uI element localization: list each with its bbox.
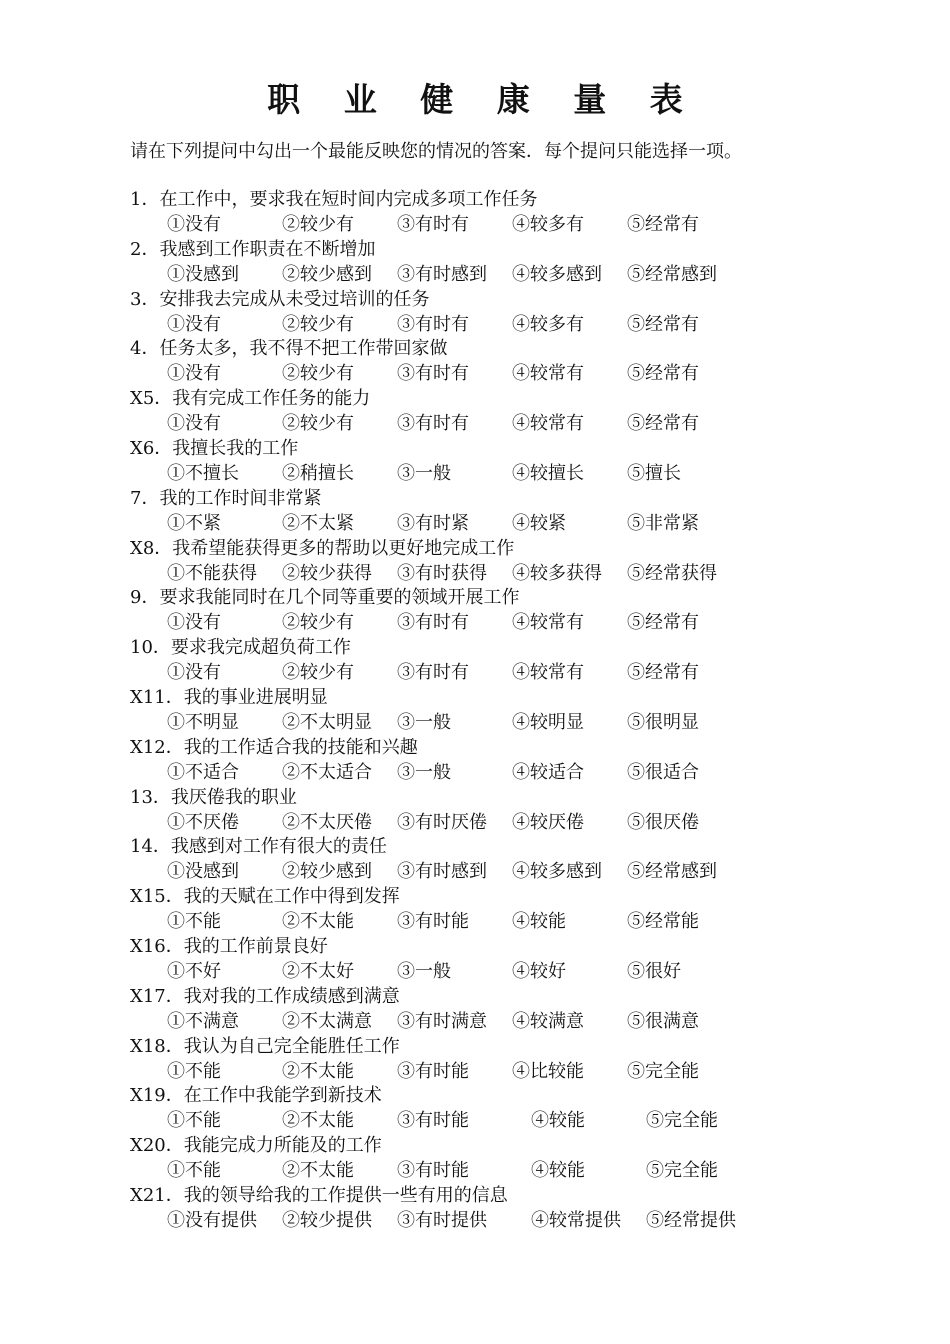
answer-option-1[interactable]: ①不明显 <box>167 711 239 733</box>
page-title: 职 业 健 康 量 表 <box>267 80 699 119</box>
question-list <box>0 187 950 1233</box>
answer-option-4[interactable]: ④较紧 <box>512 512 566 534</box>
answer-option-3[interactable]: ③有时能 <box>397 1110 469 1132</box>
answer-option-3[interactable]: ③一般 <box>397 960 451 982</box>
answer-option-5[interactable]: ⑤经常提供 <box>646 1209 736 1231</box>
answer-option-5[interactable]: ⑤经常能 <box>627 911 699 933</box>
question-item <box>0 287 950 337</box>
answer-option-5[interactable]: ⑤经常有 <box>627 313 699 335</box>
question-label: X12．我的工作适合我的技能和兴趣 <box>130 736 418 758</box>
answer-option-1[interactable]: ①不能 <box>167 1110 221 1132</box>
answer-option-4[interactable]: ④比较能 <box>512 1060 584 1082</box>
answer-option-3[interactable]: ③有时有 <box>397 214 469 235</box>
answer-options <box>167 610 867 636</box>
answer-option-5[interactable]: ⑤擅长 <box>627 462 681 484</box>
answer-option-5[interactable]: ⑤完全能 <box>646 1110 718 1132</box>
answer-option-3[interactable]: ③有时有 <box>397 313 469 335</box>
question-item <box>0 336 950 386</box>
question-label: 7．我的工作时间非常紧 <box>130 487 322 509</box>
answer-option-5[interactable]: ⑤非常紧 <box>627 512 699 534</box>
answer-options <box>167 760 867 786</box>
question-item <box>0 884 950 934</box>
question-label: X15．我的天赋在工作中得到发挥 <box>130 886 400 908</box>
answer-option-2[interactable]: ②较少有 <box>282 363 354 385</box>
answer-options <box>167 411 867 437</box>
answer-option-1[interactable]: ①不能 <box>167 1060 221 1082</box>
answer-option-2[interactable]: ②较少获得 <box>282 562 372 584</box>
question-item <box>0 386 950 436</box>
answer-option-5[interactable]: ⑤很满意 <box>627 1010 699 1032</box>
answer-option-2[interactable]: ②较少有 <box>282 313 354 335</box>
answer-option-2[interactable]: ②较少感到 <box>282 263 372 285</box>
answer-options <box>167 959 867 985</box>
question-item <box>0 486 950 536</box>
answer-options <box>167 1059 867 1085</box>
answer-option-2[interactable]: ②较少有 <box>282 413 354 435</box>
answer-option-4[interactable]: ④较适合 <box>512 761 584 783</box>
answer-option-2[interactable]: ②不太好 <box>282 960 354 982</box>
answer-option-1[interactable]: ①没有 <box>167 214 221 235</box>
answer-option-5[interactable]: ⑤很适合 <box>627 761 699 783</box>
answer-option-1[interactable]: ①不厌倦 <box>167 811 239 833</box>
answer-options <box>167 1158 867 1184</box>
answer-option-3[interactable]: ③有时能 <box>397 1060 469 1082</box>
question-label: 2．我感到工作职责在不断增加 <box>130 238 376 260</box>
answer-option-4[interactable]: ④较明显 <box>512 711 584 733</box>
answer-option-5[interactable]: ⑤很厌倦 <box>627 811 699 833</box>
answer-option-5[interactable]: ⑤很明显 <box>627 711 699 733</box>
question-label: X21．我的领导给我的工作提供一些有用的信息 <box>130 1184 508 1206</box>
answer-option-2[interactable]: ②不太能 <box>282 1160 354 1182</box>
question-label: X11．我的事业进展明显 <box>130 686 328 708</box>
question-item <box>0 237 950 287</box>
answer-option-5[interactable]: ⑤很好 <box>627 960 681 982</box>
answer-option-1[interactable]: ①没有提供 <box>167 1209 257 1231</box>
question-label: 9．要求我能同时在几个同等重要的领域开展工作 <box>130 587 520 609</box>
answer-option-4[interactable]: ④较常有 <box>512 662 584 684</box>
answer-option-2[interactable]: ②不太能 <box>282 1110 354 1132</box>
answer-option-2[interactable]: ②不太厌倦 <box>282 811 372 833</box>
answer-option-5[interactable]: ⑤经常有 <box>627 612 699 634</box>
answer-options <box>167 909 867 935</box>
answer-option-1[interactable]: ①没感到 <box>167 861 239 883</box>
question-label: 13．我厌倦我的职业 <box>130 786 297 808</box>
question-item <box>0 436 950 486</box>
answer-options <box>167 1208 867 1234</box>
answer-option-2[interactable]: ②较少提供 <box>282 1209 372 1231</box>
answer-option-5[interactable]: ⑤经常感到 <box>627 861 717 883</box>
answer-option-5[interactable]: ⑤经常有 <box>627 363 699 385</box>
question-item <box>0 1034 950 1084</box>
answer-option-3[interactable]: ③一般 <box>397 761 451 783</box>
answer-option-3[interactable]: ③有时有 <box>397 363 469 385</box>
question-label: 1．在工作中，要求我在短时间内完成多项工作任务 <box>130 189 538 210</box>
answer-options <box>167 710 867 736</box>
answer-option-3[interactable]: ③有时有 <box>397 413 469 435</box>
answer-option-3[interactable]: ③有时能 <box>397 1160 469 1182</box>
question-label: X18．我认为自己完全能胜任工作 <box>130 1035 400 1057</box>
answer-option-4[interactable]: ④较满意 <box>512 1010 584 1032</box>
question-label: 4．任务太多，我不得不把工作带回家做 <box>130 338 448 360</box>
answer-option-1[interactable]: ①没有 <box>167 363 221 385</box>
answer-option-1[interactable]: ①不能获得 <box>167 562 257 584</box>
answer-option-3[interactable]: ③有时有 <box>397 612 469 634</box>
answer-option-4[interactable]: ④较厌倦 <box>512 811 584 833</box>
question-label: X19．在工作中我能学到新技术 <box>130 1085 382 1107</box>
question-item <box>0 834 950 884</box>
answer-option-1[interactable]: ①不能 <box>167 1160 221 1182</box>
answer-option-4[interactable]: ④较好 <box>512 960 566 982</box>
answer-option-3[interactable]: ③有时获得 <box>397 562 487 584</box>
answer-option-5[interactable]: ⑤经常有 <box>627 214 699 235</box>
answer-option-3[interactable]: ③一般 <box>397 711 451 733</box>
answer-options <box>167 859 867 885</box>
question-label: X6．我擅长我的工作 <box>130 437 299 459</box>
answer-option-2[interactable]: ②不太紧 <box>282 512 354 534</box>
answer-options <box>167 312 867 338</box>
answer-option-1[interactable]: ①没有 <box>167 413 221 435</box>
answer-option-1[interactable]: ①不能 <box>167 911 221 933</box>
answer-option-1[interactable]: ①不好 <box>167 960 221 982</box>
question-label: X8．我希望能获得更多的帮助以更好地完成工作 <box>130 537 515 559</box>
question-item <box>0 585 950 635</box>
answer-option-5[interactable]: ⑤经常获得 <box>627 562 717 584</box>
answer-option-3[interactable]: ③有时提供 <box>397 1209 487 1231</box>
question-label: 3．安排我去完成从未受过培训的任务 <box>130 288 430 310</box>
answer-options <box>167 262 867 288</box>
answer-options <box>167 1108 867 1134</box>
answer-option-3[interactable]: ③有时感到 <box>397 861 487 883</box>
answer-option-5[interactable]: ⑤经常有 <box>627 413 699 435</box>
answer-option-3[interactable]: ③有时感到 <box>397 263 487 285</box>
answer-option-1[interactable]: ①不擅长 <box>167 462 239 484</box>
answer-option-4[interactable]: ④较能 <box>531 1110 585 1132</box>
answer-option-5[interactable]: ⑤经常有 <box>627 662 699 684</box>
question-item <box>0 1133 950 1183</box>
question-label: 10．要求我完成超负荷工作 <box>130 637 351 659</box>
question-item <box>0 1083 950 1133</box>
answer-option-2[interactable]: ②较少感到 <box>282 861 372 883</box>
answer-option-2[interactable]: ②较少有 <box>282 612 354 634</box>
answer-option-1[interactable]: ①不适合 <box>167 761 239 783</box>
answer-option-4[interactable]: ④较常有 <box>512 612 584 634</box>
question-item <box>0 187 950 237</box>
question-label: X17．我对我的工作成绩感到满意 <box>130 985 400 1007</box>
question-item <box>0 685 950 735</box>
answer-options <box>167 1009 867 1035</box>
answer-option-1[interactable]: ①没有 <box>167 313 221 335</box>
answer-option-4[interactable]: ④较多感到 <box>512 861 602 883</box>
answer-options <box>167 561 867 587</box>
answer-option-2[interactable]: ②不太明显 <box>282 711 372 733</box>
question-label: X16．我的工作前景良好 <box>130 935 328 957</box>
answer-option-3[interactable]: ③有时满意 <box>397 1010 487 1032</box>
answer-option-4[interactable]: ④较能 <box>531 1160 585 1182</box>
question-label: X20．我能完成力所能及的工作 <box>130 1135 382 1157</box>
answer-option-5[interactable]: ⑤完全能 <box>627 1060 699 1082</box>
answer-option-2[interactable]: ②不太能 <box>282 911 354 933</box>
answer-options <box>167 660 867 686</box>
question-item <box>0 635 950 685</box>
instruction-text: 请在下列提问中勾出一个最能反映您的情况的答案．每个提问只能选择一项。 <box>130 141 742 162</box>
answer-option-4[interactable]: ④较多感到 <box>512 263 602 285</box>
answer-option-3[interactable]: ③有时有 <box>397 662 469 684</box>
answer-option-2[interactable]: ②不太满意 <box>282 1010 372 1032</box>
answer-option-5[interactable]: ⑤经常感到 <box>627 263 717 285</box>
answer-options <box>167 810 867 836</box>
answer-option-2[interactable]: ②较少有 <box>282 214 354 235</box>
answer-option-1[interactable]: ①不紧 <box>167 512 221 534</box>
answer-option-4[interactable]: ④较多有 <box>512 214 584 235</box>
answer-option-3[interactable]: ③一般 <box>397 462 451 484</box>
question-item <box>0 735 950 785</box>
answer-options <box>167 361 867 387</box>
answer-option-4[interactable]: ④较常提供 <box>531 1209 621 1231</box>
answer-option-2[interactable]: ②不太能 <box>282 1060 354 1082</box>
question-label: 14．我感到对工作有很大的责任 <box>130 836 387 858</box>
answer-option-4[interactable]: ④较常有 <box>512 363 584 385</box>
answer-option-4[interactable]: ④较能 <box>512 911 566 933</box>
answer-options <box>167 511 867 537</box>
question-label: X5．我有完成工作任务的能力 <box>130 388 371 410</box>
answer-option-4[interactable]: ④较多获得 <box>512 562 602 584</box>
question-item <box>0 785 950 835</box>
answer-option-5[interactable]: ⑤完全能 <box>646 1160 718 1182</box>
question-item <box>0 536 950 586</box>
answer-option-3[interactable]: ③有时厌倦 <box>397 811 487 833</box>
answer-option-2[interactable]: ②不太适合 <box>282 761 372 783</box>
answer-option-1[interactable]: ①没有 <box>167 662 221 684</box>
answer-option-2[interactable]: ②较少有 <box>282 662 354 684</box>
answer-option-1[interactable]: ①没感到 <box>167 263 239 285</box>
answer-option-3[interactable]: ③有时能 <box>397 911 469 933</box>
answer-option-4[interactable]: ④较多有 <box>512 313 584 335</box>
question-item <box>0 934 950 984</box>
answer-options <box>167 461 867 487</box>
question-item <box>0 984 950 1034</box>
answer-option-4[interactable]: ④较擅长 <box>512 462 584 484</box>
answer-option-2[interactable]: ②稍擅长 <box>282 462 354 484</box>
question-item <box>0 1183 950 1233</box>
answer-option-4[interactable]: ④较常有 <box>512 413 584 435</box>
answer-option-3[interactable]: ③有时紧 <box>397 512 469 534</box>
answer-options <box>167 212 867 238</box>
answer-option-1[interactable]: ①不满意 <box>167 1010 239 1032</box>
answer-option-1[interactable]: ①没有 <box>167 612 221 634</box>
